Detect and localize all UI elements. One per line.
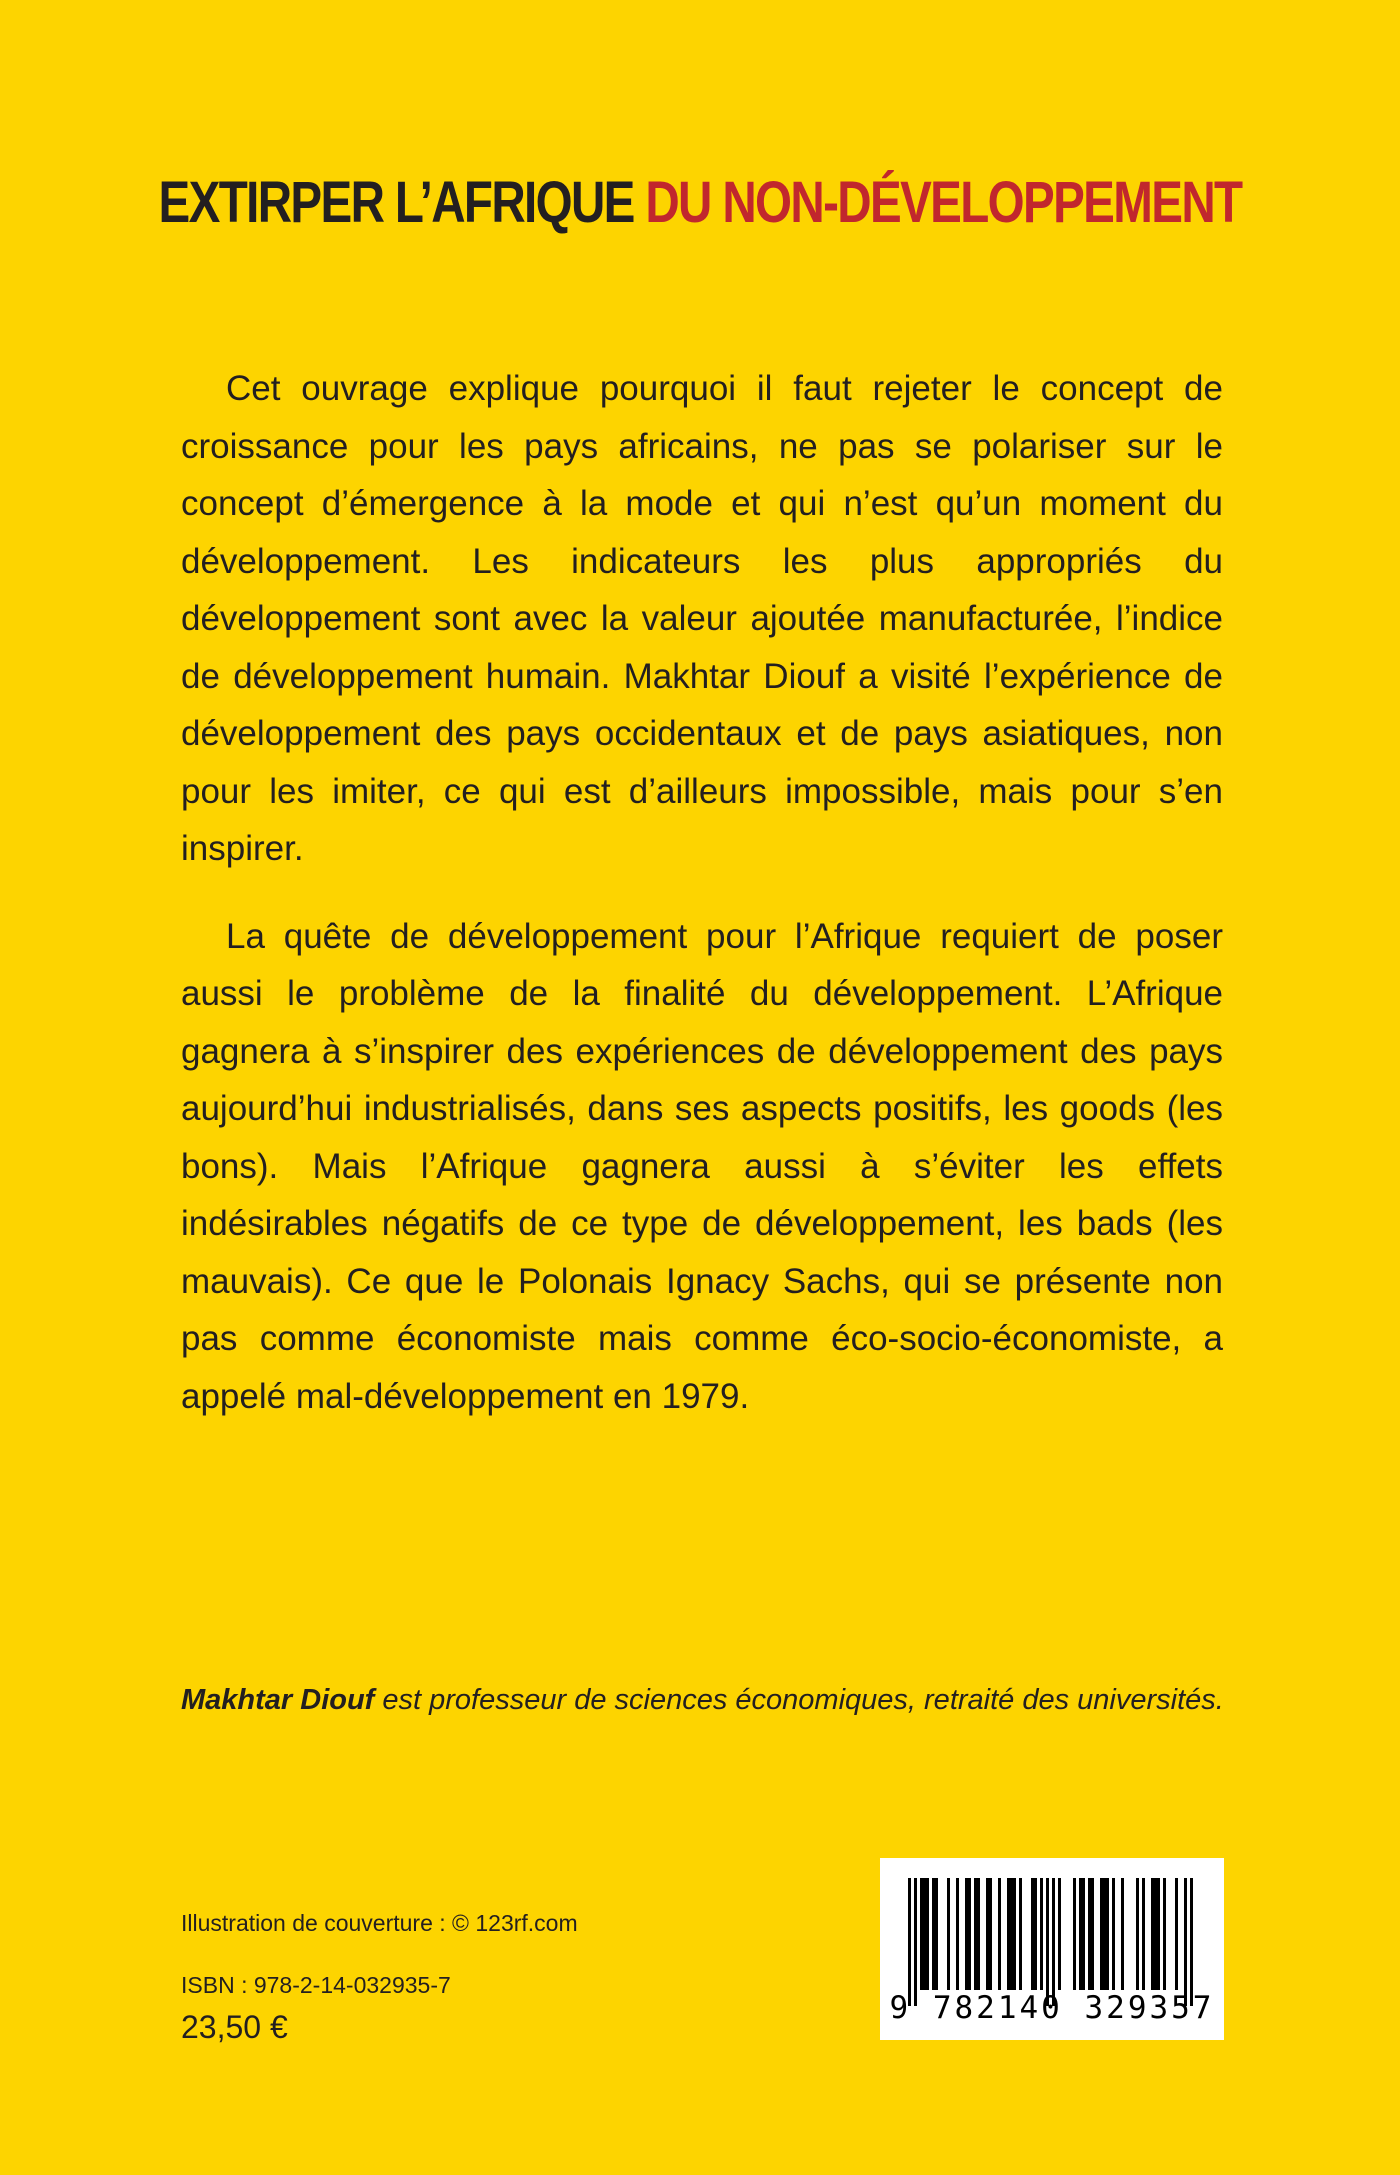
barcode-bar <box>920 1878 923 1990</box>
author-note <box>181 1680 1241 1720</box>
barcode-bar <box>1082 1878 1085 1990</box>
barcode-bar <box>1040 1878 1043 1990</box>
barcode-bar <box>998 1878 1001 1990</box>
barcode-bar <box>1157 1878 1160 1990</box>
barcode-bar <box>914 1878 917 2006</box>
barcode-bar <box>1010 1878 1013 1990</box>
barcode-bar <box>1190 1878 1193 2006</box>
barcode-bar <box>1112 1878 1115 1990</box>
author-bio: est professeur de sciences économiques, retraité des universités. <box>374 1684 1224 1716</box>
author-name: Makhtar Diouf <box>181 1684 375 1716</box>
barcode-bar <box>1088 1878 1091 1990</box>
barcode-bar <box>1019 1878 1022 1990</box>
barcode-bar <box>1073 1878 1076 1990</box>
barcode <box>880 1858 1224 2040</box>
barcode-bar <box>908 1878 911 2006</box>
title-part-red: DU NON-DÉVELOPPEMENT <box>645 170 1242 235</box>
barcode-bar <box>1046 1878 1049 2006</box>
barcode-bar <box>923 1878 926 1990</box>
barcode-bar <box>968 1878 971 1990</box>
barcode-bar <box>1106 1878 1109 1990</box>
barcode-bar <box>965 1878 968 1990</box>
barcode-bar <box>932 1878 935 1990</box>
barcode-bar <box>1154 1878 1157 1990</box>
barcode-bar <box>1121 1878 1124 1990</box>
barcode-bar <box>1031 1878 1034 1990</box>
price: 23,50 € <box>181 2009 288 2045</box>
barcode-bar <box>1184 1878 1187 2006</box>
barcode-bar <box>1100 1878 1103 1990</box>
barcode-bar <box>1013 1878 1016 1990</box>
barcode-bar <box>1163 1878 1166 1990</box>
summary-paragraph-2: La quête de développement pour l’Afrique requiert de poser aussi le problème de la finalité du développement. L’Afrique gagnera à s’inspirer des expériences de développement des pays aujourd’hui industrialisés, dans ses aspects positifs, les goods (les bons). Mais l’Afrique gagnera aussi à s’éviter les effets indésirables négatifs de ce type de développement, les bads (les mauvais). Ce que le Polonais Ignacy Sachs, qui se présente non pas comme économiste mais comme éco-socio-économiste, a appelé mal-développement en 1979. <box>181 916 1223 1416</box>
barcode-bar <box>986 1878 989 1990</box>
barcode-bar <box>1058 1878 1061 1990</box>
barcode-bar <box>947 1878 950 1990</box>
isbn: ISBN : 978-2-14-032935-7 <box>181 1972 451 1998</box>
barcode-bar <box>956 1878 959 1990</box>
barcode-bar <box>935 1878 938 1990</box>
summary-paragraph-1: Cet ouvrage explique pourquoi il faut rejeter le concept de croissance pour les pays africains, ne pas se polariser sur le concept d’émergence à la mode et qui n’est qu’un moment du développement. Les indicateurs les plus appropriés du développement sont avec la valeur ajoutée manufacturée, l’indice de développement humain. Makhtar Diouf a visité l’expérience de développement des pays occidentaux et de pays asiatiques, non pour les imiter, ce qui est d’ailleurs impossible, mais pour s’en inspirer. <box>181 369 1223 868</box>
cover-credit: Illustration de couverture : © 123rf.com <box>181 1910 578 1936</box>
barcode-bar <box>1007 1878 1010 1990</box>
barcode-bar <box>1079 1878 1082 1990</box>
barcode-bar <box>1151 1878 1154 1990</box>
barcode-bar <box>989 1878 992 1990</box>
barcode-bar <box>977 1878 980 1990</box>
barcode-bar <box>1142 1878 1145 1990</box>
barcode-bar <box>974 1878 977 1990</box>
barcode-bar <box>1175 1878 1178 1990</box>
title-part-dark: EXTIRPER L’AFRIQUE <box>158 170 634 235</box>
barcode-bar <box>1091 1878 1094 1990</box>
barcode-digits: 9 782140 329357 <box>889 1990 1215 2026</box>
barcode-bar <box>1103 1878 1106 1990</box>
summary-text <box>181 360 1223 1425</box>
barcode-bar <box>1136 1878 1139 1990</box>
barcode-bar <box>1052 1878 1055 2006</box>
barcode-bar <box>926 1878 929 1990</box>
barcode-bar <box>1034 1878 1037 1990</box>
book-title <box>126 168 1274 238</box>
